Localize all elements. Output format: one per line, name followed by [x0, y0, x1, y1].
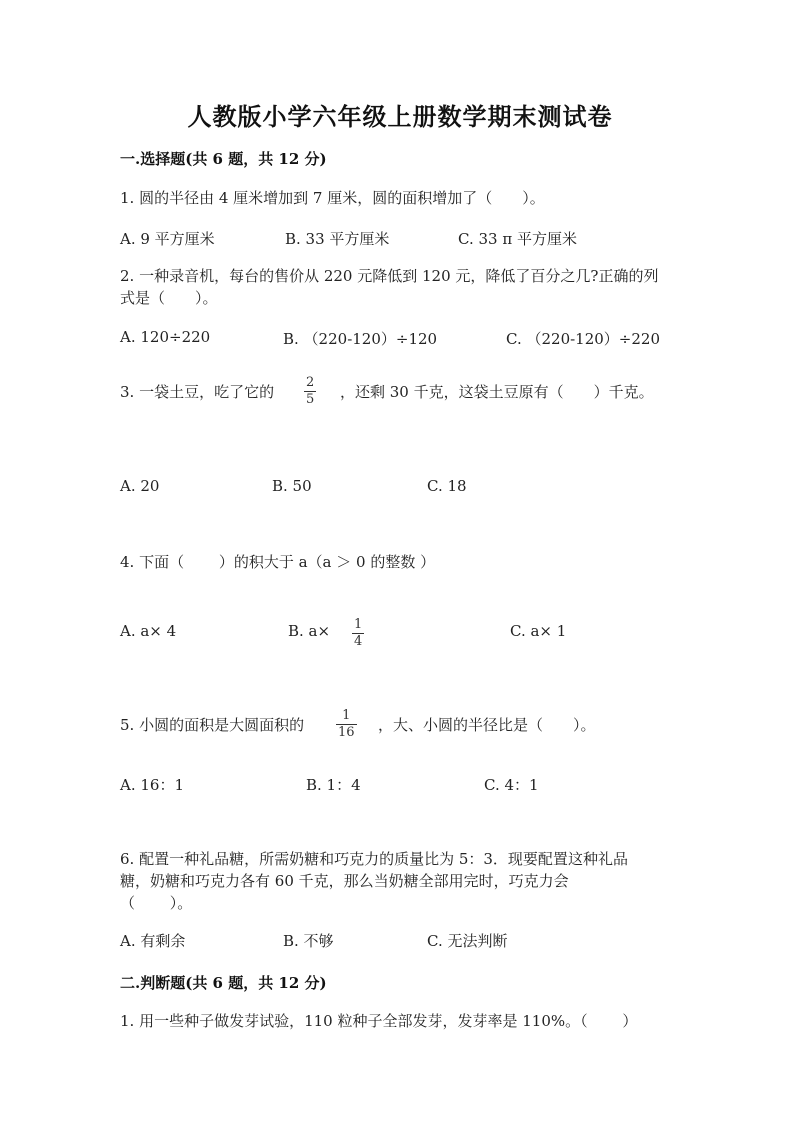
question-3-option-b: B. 50	[272, 477, 312, 495]
question-3-text-after: ，还剩 30 千克，这袋土豆原有（ ）千克。	[340, 383, 654, 401]
page-title: 人教版小学六年级上册数学期末测试卷	[187, 102, 613, 131]
question-5-option-c: C. 4：1	[484, 776, 539, 794]
question-6-text-line2: 糖，奶糖和巧克力各有 60 千克，那么当奶糖全部用完时，巧克力会	[120, 872, 569, 890]
fraction-numerator: 1	[342, 708, 351, 723]
question-2-text-line1: 2. 一种录音机，每台的售价从 220 元降低到 120 元，降低了百分之几?正确的列	[120, 267, 659, 285]
question-4-option-a: A. a× 4	[120, 622, 177, 640]
fraction-numerator: 2	[306, 375, 315, 390]
question-4-text: 4. 下面（ ）的积大于 a（a ＞ 0 的整数 ）	[120, 553, 436, 571]
question-6-option-c: C. 无法判断	[427, 932, 508, 950]
question-2-option-b: B. （220-120）÷120	[283, 330, 438, 348]
question-4-option-b-fraction	[352, 618, 364, 649]
question-3-text-before: 3. 一袋土豆，吃了它的	[120, 383, 275, 401]
question-2-option-a: A. 120÷220	[120, 328, 211, 346]
question-5-text-after: ，大、小圆的半径比是（ ）。	[378, 716, 596, 734]
question-5-text-before: 5. 小圆的面积是大圆面积的	[120, 716, 305, 734]
question-3-option-c: C. 18	[427, 477, 467, 495]
question-5-option-b: B. 1：4	[306, 776, 361, 794]
question-5-fraction	[336, 709, 357, 740]
question-6-option-a: A. 有剩余	[120, 932, 186, 950]
question-3-fraction	[304, 376, 316, 407]
question-6-text-line1: 6. 配置一种礼品糖，所需奶糖和巧克力的质量比为 5：3．现要配置这种礼品	[120, 850, 628, 868]
fraction-denominator: 5	[306, 392, 315, 407]
question-2-option-c: C. （220-120）÷220	[506, 330, 661, 348]
question-1-option-c: C. 33 π 平方厘米	[458, 230, 577, 248]
fraction-denominator: 16	[338, 725, 355, 740]
question-1-text: 1. 圆的半径由 4 厘米增加到 7 厘米，圆的面积增加了（ ）。	[120, 189, 545, 207]
question-2-text-line2: 式是（ ）。	[120, 289, 218, 307]
section-heading-choice: 一.选择题(共 6 题，共 12 分)	[120, 150, 327, 168]
question-5-option-a: A. 16：1	[120, 776, 184, 794]
question-6-text-line3: （ ）。	[120, 894, 193, 912]
question-4-option-c: C. a× 1	[510, 622, 567, 640]
question-1-option-b: B. 33 平方厘米	[285, 230, 390, 248]
section-heading-judgement: 二.判断题(共 6 题，共 12 分)	[120, 974, 327, 992]
fraction-denominator: 4	[354, 634, 363, 649]
question-6-option-b: B. 不够	[283, 932, 334, 950]
question-4-option-b: B. a×	[288, 622, 331, 640]
question-3-option-a: A. 20	[120, 477, 160, 495]
question-1-option-a: A. 9 平方厘米	[120, 230, 215, 248]
fraction-numerator: 1	[354, 617, 363, 632]
judgement-question-1-text: 1. 用一些种子做发芽试验，110 粒种子全部发芽，发芽率是 110%。（ ）	[120, 1012, 638, 1030]
